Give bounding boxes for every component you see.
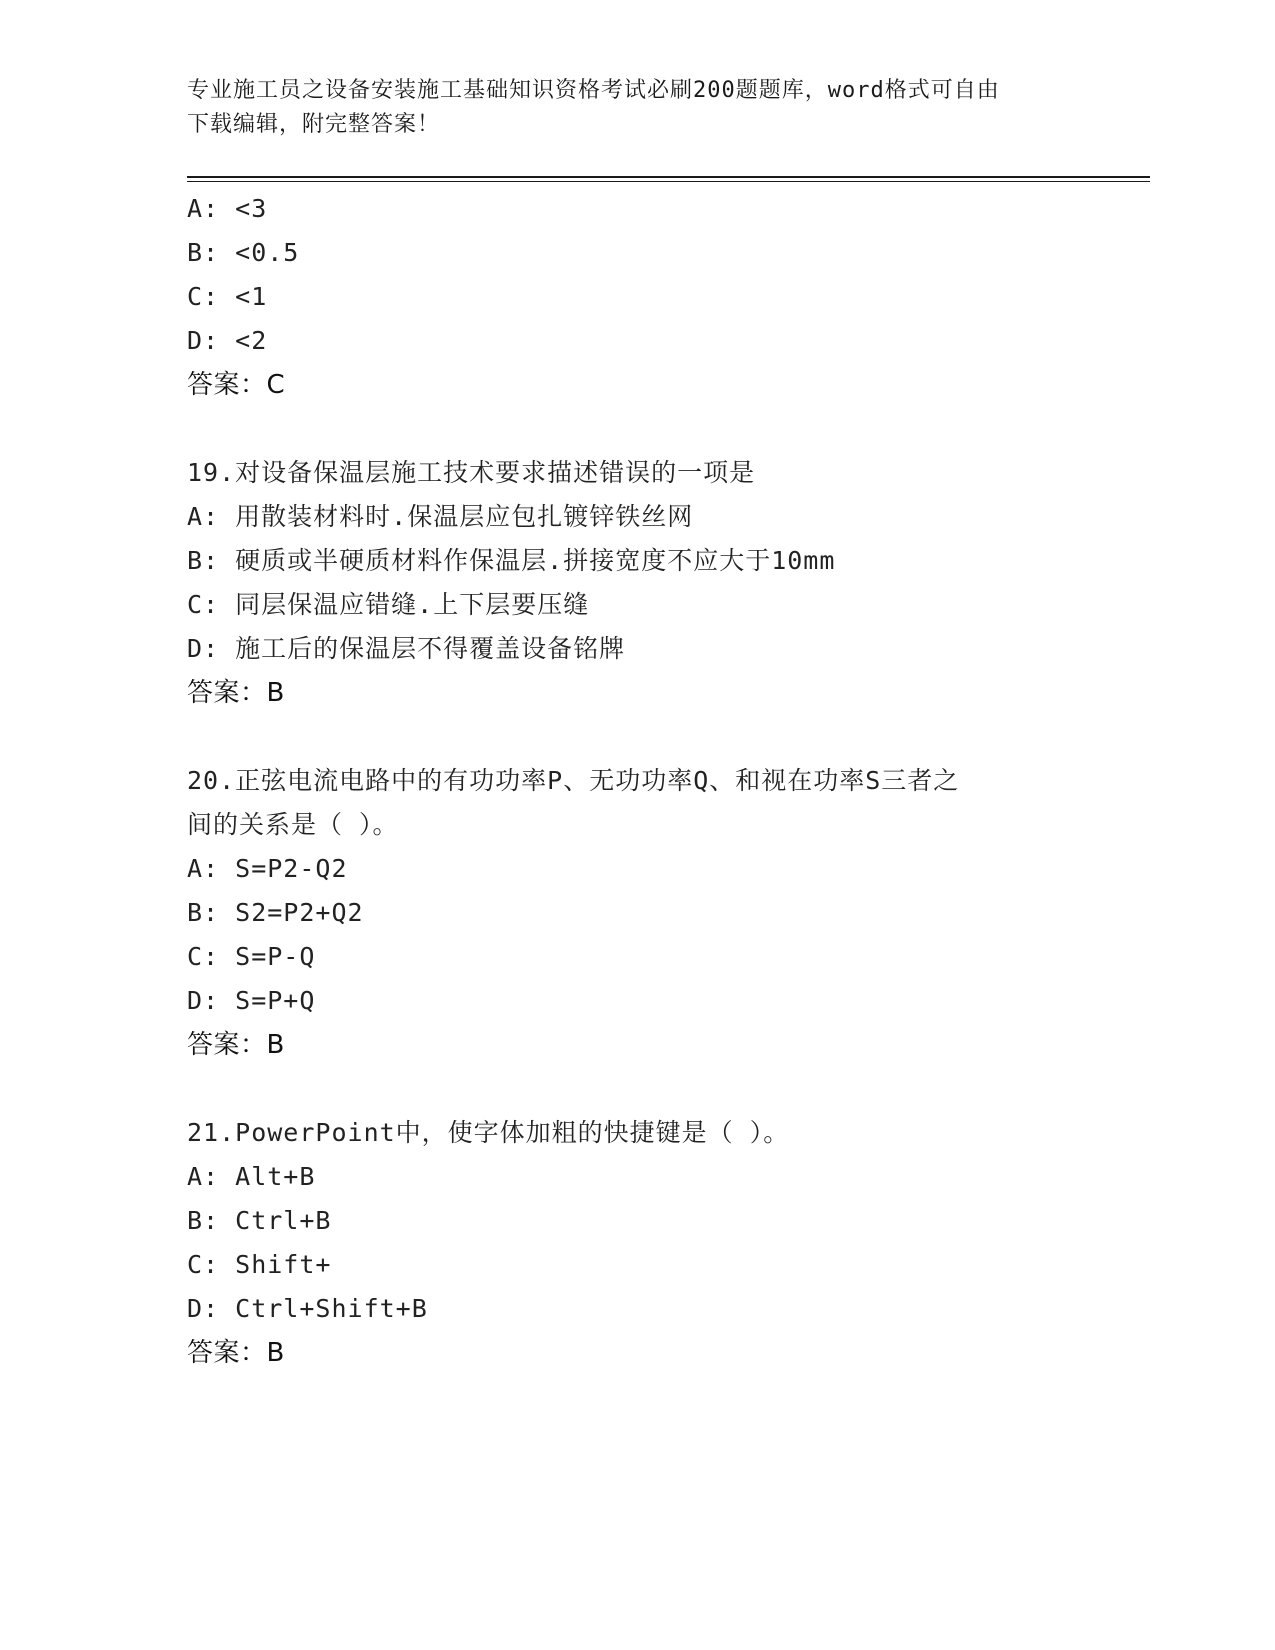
q18-option-b: B: <0.5 (187, 238, 300, 267)
q20-stem-line-2: 间的关系是（ ）。 (187, 810, 399, 839)
q20-answer: 答案：B (187, 1030, 285, 1060)
q18-option-d: D: <2 (187, 326, 268, 355)
q21-option-d: D: Ctrl+Shift+B (187, 1294, 428, 1323)
header-divider-thin (187, 181, 1150, 182)
q18-answer: 答案：C (187, 370, 286, 400)
q19-stem: 19.对设备保温层施工技术要求描述错误的一项是 (187, 458, 756, 487)
q21-answer: 答案：B (187, 1338, 285, 1368)
q21-option-b: B: Ctrl+B (187, 1206, 332, 1235)
q19-option-a: A: 用散装材料时.保温层应包扎镀锌铁丝网 (187, 502, 694, 531)
q19-answer: 答案：B (187, 678, 285, 708)
q18-option-c: C: <1 (187, 282, 268, 311)
header-line-1: 专业施工员之设备安装施工基础知识资格考试必刷200题题库，word格式可自由 (187, 78, 1000, 103)
q20-option-a: A: S=P2-Q2 (187, 854, 348, 883)
q20-stem-line-1: 20.正弦电流电路中的有功功率P、无功功率Q、和视在功率S三者之 (187, 766, 960, 795)
header-divider-thick (187, 176, 1150, 178)
q21-option-c: C: Shift+ (187, 1250, 332, 1279)
q21-option-a: A: Alt+B (187, 1162, 316, 1191)
header-line-2: 下载编辑，附完整答案！ (187, 112, 441, 137)
q20-option-c: C: S=P-Q (187, 942, 316, 971)
q19-option-b: B: 硬质或半硬质材料作保温层.拼接宽度不应大于10mm (187, 546, 836, 575)
q18-option-a: A: <3 (187, 194, 268, 223)
document-header (187, 74, 1087, 142)
q19-option-c: C: 同层保温应错缝.上下层要压缝 (187, 590, 590, 619)
q20-option-d: D: S=P+Q (187, 986, 316, 1015)
q21-stem: 21.PowerPoint中，使字体加粗的快捷键是（ ）。 (187, 1118, 790, 1147)
q19-option-d: D: 施工后的保温层不得覆盖设备铭牌 (187, 634, 626, 663)
q20-option-b: B: S2=P2+Q2 (187, 898, 364, 927)
